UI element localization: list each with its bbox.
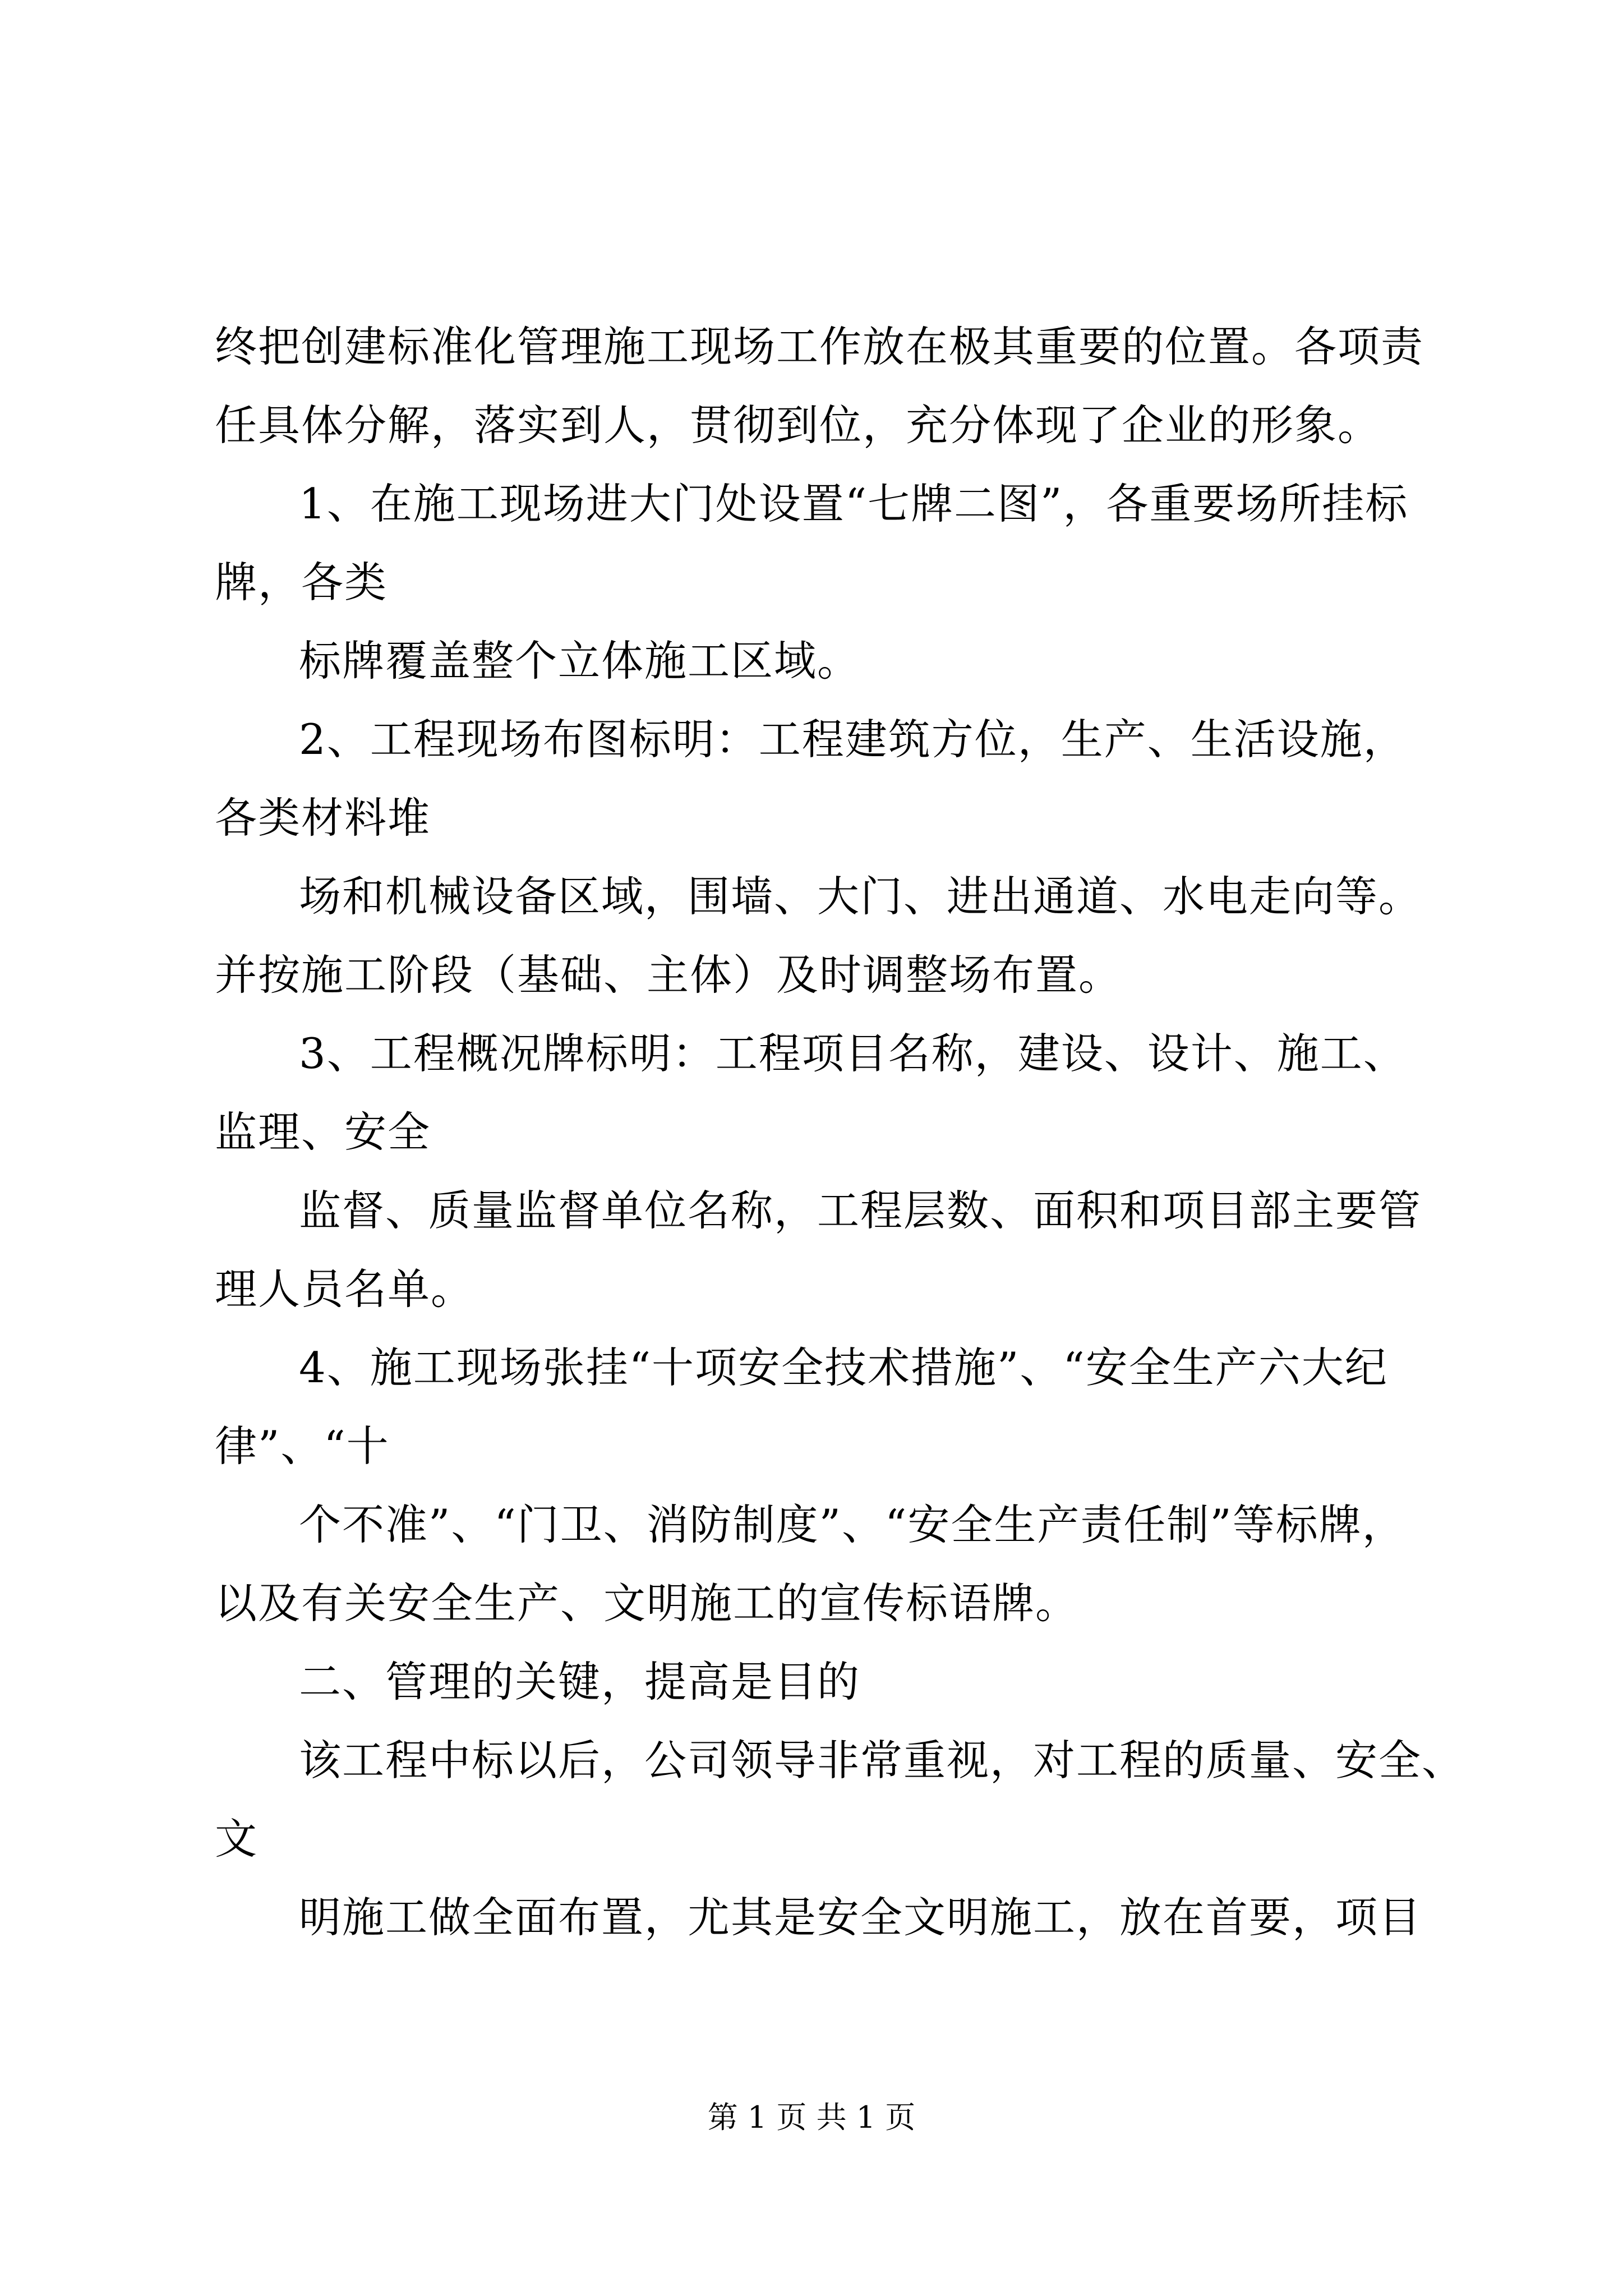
text-line-17: 以及有关安全生产、文明施工的宣传标语牌。 <box>215 1579 1079 1628</box>
text-line-10: 3、工程概况牌标明：工程项目名称，建设、设计、施工、 <box>299 1029 1407 1078</box>
page-footer: 第 1 页 共 1 页 <box>707 2100 916 2135</box>
text-line-14: 4、施工现场张挂“十项安全技术措施”、“安全生产六大纪 <box>299 1343 1388 1392</box>
text-line-8: 场和机械设备区域，围墙、大门、进出通道、水电走向等。 <box>299 872 1422 921</box>
text-line-3: 1、在施工现场进大门处设置“七牌二图”，各重要场所挂标 <box>299 479 1409 528</box>
text-line-6: 2、工程现场布图标明：工程建筑方位，生产、生活设施， <box>299 715 1407 764</box>
text-line-5: 标牌覆盖整个立体施工区域。 <box>299 636 861 685</box>
text-line-21: 明施工做全面布置，尤其是安全文明施工，放在首要，项目 <box>299 1893 1422 1942</box>
text-line-7: 各类材料堆 <box>215 793 431 843</box>
text-line-13: 理人员名单。 <box>215 1264 474 1314</box>
text-line-15: 律”、“十 <box>215 1421 390 1471</box>
text-line-9: 并按施工阶段（基础、主体）及时调整场布置。 <box>215 950 1122 1000</box>
document-body <box>215 307 1465 1957</box>
text-line-19: 该工程中标以后，公司领导非常重视，对工程的质量、安全、 <box>299 1736 1465 1785</box>
text-line-12: 监督、质量监督单位名称，工程层数、面积和项目部主要管 <box>299 1186 1422 1235</box>
text-line-20: 文 <box>215 1814 259 1864</box>
text-line-4: 牌，各类 <box>215 558 388 607</box>
text-line-2: 任具体分解，落实到人，贯彻到位，充分体现了企业的形象。 <box>215 401 1381 450</box>
text-line-16: 个不准”、“门卫、消防制度”、“安全生产责任制”等标牌， <box>299 1500 1405 1549</box>
text-line-11: 监理、安全 <box>215 1107 431 1157</box>
text-line-18: 二、管理的关键，提高是目的 <box>299 1657 861 1706</box>
text-line-1: 终把创建标准化管理施工现场工作放在极其重要的位置。各项责 <box>215 322 1424 371</box>
